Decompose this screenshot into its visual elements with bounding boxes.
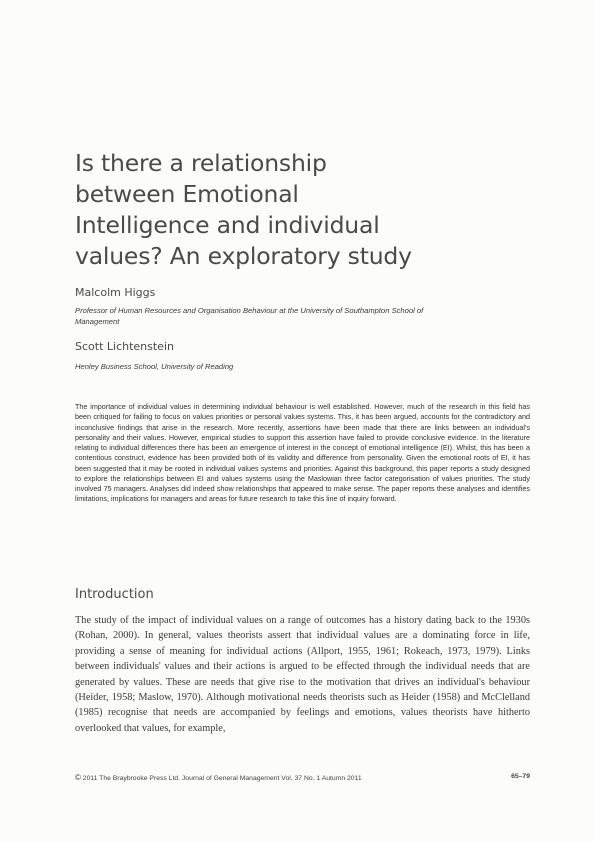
- author-name: Scott Lichtenstein: [75, 340, 174, 353]
- title-line: Intelligence and individual: [75, 211, 380, 239]
- section-heading-introduction: Introduction: [75, 587, 154, 602]
- copyright-icon: ©: [75, 773, 81, 782]
- title-line: between Emotional: [75, 180, 299, 208]
- abstract: The importance of individual values in determining individual behaviour is well established. However, much of the research in this field has been critiqued for failing to focus on values priorities or personal values systems. This, it has been argued, accounts for the contradictory and inconclusive findings that arise in the research. More recently, assertions have been made that there are links between an individual's personality and their values. However, empirical studies to support this assertion have failed to provide conclusive evidence. In the literature relating to individual differences there has been an emergence of interest in the concept of emotional intelligence (EI). Whilst, this has been a contentious construct, evidence has been provided both of its validity and difference from personality. Given the emotional roots of EI, it has been suggested that it may be rooted in individual values systems and priorities. Against this background, this paper reports a study designed to explore the relationships between EI and values systems using the Maslowian three factor categorisation of values priorities. The study involved 75 managers. Analyses did indeed show relationships that appeared to make sense. The paper reports these analyses and identifies limitations, implications for managers and areas for future research to take this line of inquiry forward.: [75, 402, 530, 504]
- introduction-text: The study of the impact of individual values on a range of outcomes has a history dating back to the 1930s (Rohan, 2000). In general, values theorists assert that individual values are a dominating force in life, providing a sense of meaning for individual actions (Allport, 1955, 1961; Rokeach, 1973, 1979). Links between individuals' values and their actions is argued to be effected through the individual needs that are generated by values. These are needs that give rise to the motivation that drives an individual's behaviour (Heider, 1958; Maslow, 1970). Although motivational needs theorists such as Heider (1958) and McClelland (1985) recognise that needs are accompanied by feelings and emotions, values theorists have hitherto overlooked that values, for example,: [75, 615, 530, 734]
- author-name: Malcolm Higgs: [75, 286, 156, 299]
- title-line: Is there a relationship: [75, 149, 327, 177]
- title-line: values? An exploratory study: [75, 242, 412, 270]
- paper-title: [75, 148, 515, 272]
- author-affiliation: Professor of Human Resources and Organisation Behaviour at the University of Southampton School of Management: [75, 306, 424, 326]
- footer-page-range: 65–79: [511, 773, 530, 780]
- author-affiliation: Henley Business School, University of Reading: [75, 362, 234, 371]
- footer-journal-text: 2011 The Braybrooke Press Ltd. Journal of General Management Vol. 37 No. 1 Autumn 2011: [82, 775, 362, 782]
- footer-citation: [75, 773, 362, 782]
